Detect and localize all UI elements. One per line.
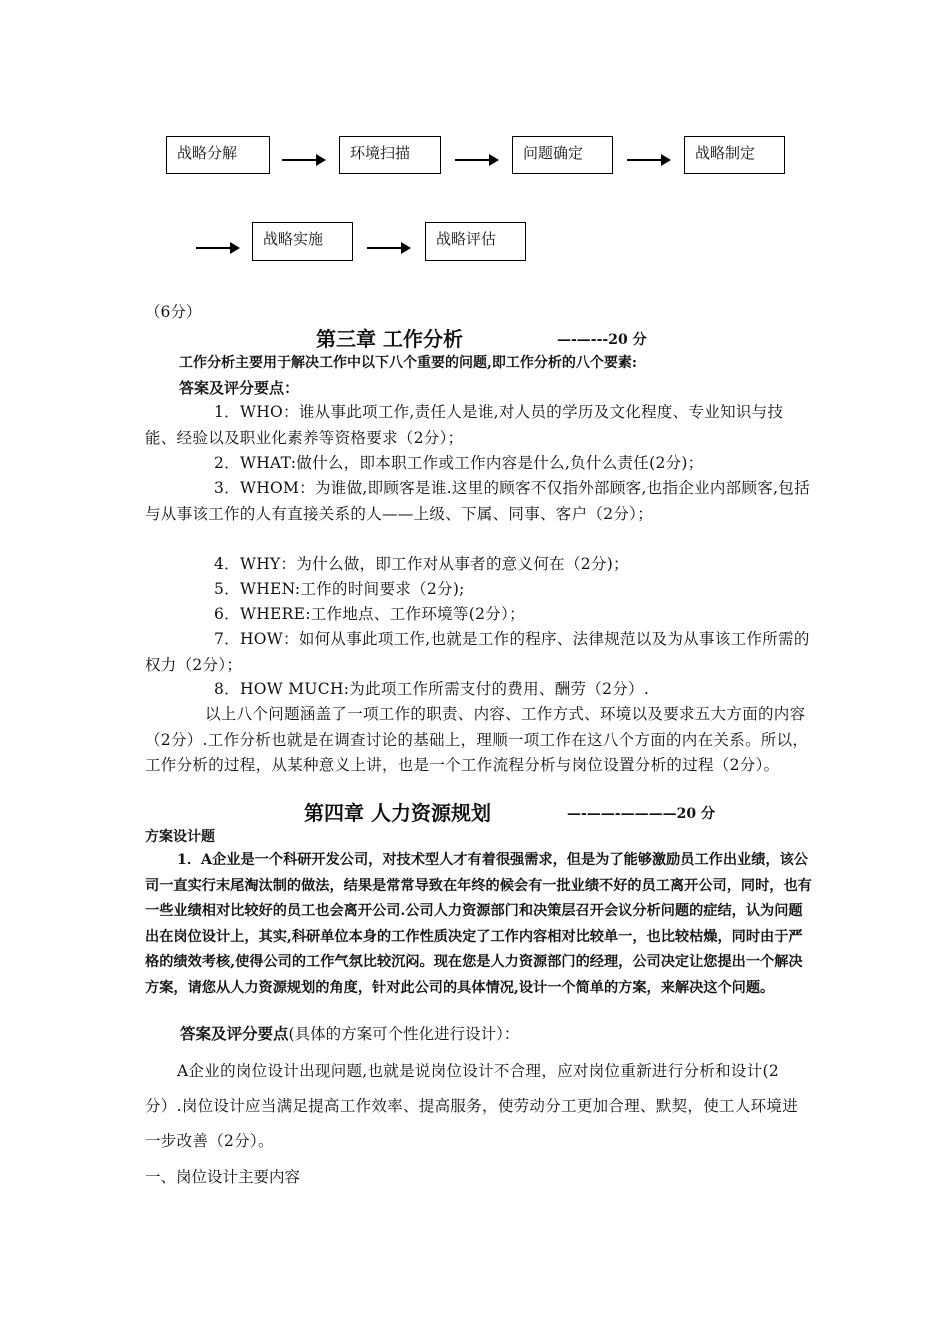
chapter4-case: 1．A企业是一个科研开发公司，对技术型人才有着很强需求，但是为了能够激励员工作出业绩，该公司一直实行末尾淘汰制的做法，结果是常常导致在年终的候会有一批业绩不好的员工离开公司，同时，也有一些业绩相对比较好的员工也会离开公司.公司人力资源部门和决策层召开会议分析问题的症结，认为问题出在岗位设计上，其实,科研单位本身的工作性质决定了工作内容相对比较单一，也比较枯燥，同时由于严格的绩效考核,使得公司的工作气氛比较沉闷。现在您是人力资源部门的经理，公司决定让您提出一个解决方案，请您从人力资源规划的角度，针对此公司的具体情况,设计一个简单的方案，来解决这个问题。 — [145, 852, 812, 996]
flow-arrow-icon — [455, 154, 499, 166]
chapter4-section-label: 方案设计题 — [145, 829, 215, 845]
flow-step-4: 战略制定 — [684, 136, 785, 174]
chapter3-intro: 工作分析主要用于解决工作中以下八个重要的问题,即工作分析的八个要素: — [179, 355, 638, 371]
flow-step-1: 战略分解 — [166, 136, 270, 174]
flow-arrow-icon — [627, 154, 671, 166]
chapter4-title: 第四章 人力资源规划 — [304, 801, 491, 825]
chapter4-heading-1: 一、岗位设计主要内容 — [145, 1168, 301, 1186]
score-note: （6分） — [145, 303, 202, 321]
flow-step-6: 战略评估 — [425, 222, 526, 261]
flow-arrow-icon — [196, 242, 240, 254]
chapter3-item-7: 7．HOW：如何从事此项工作,也就是工作的程序、法律规范以及为从事该工作所需的权力（2分）； — [145, 630, 810, 674]
chapter3-item-5: 5．WHEN:工作的时间要求（2分); — [214, 580, 465, 598]
chapter3-item-1: 1．WHO：谁从事此项工作,责任人是谁,对人员的学历及文化程度、专业知识与技能、经验以及职业化素养等资格要求（2分）； — [145, 403, 784, 447]
chapter3-item-3: 3．WHOM：为谁做,即顾客是谁.这里的顾客不仅指外部顾客,也指企业内部顾客,包括与从事该工作的人有直接关系的人——上级、下属、同事、客户（2分）； — [145, 479, 810, 523]
flow-arrow-icon — [367, 242, 411, 254]
chapter4-answer-label — [180, 1022, 519, 1044]
chapter3-item-8: 8．HOW MUCH:为此项工作所需支付的费用、酬劳（2分）. — [214, 680, 650, 698]
chapter3-score: —-—---20 分 — [557, 332, 647, 348]
chapter3-item-6: 6．WHERE:工作地点、工作环境等(2分）； — [214, 605, 525, 623]
flow-arrow-icon — [282, 154, 326, 166]
chapter4-answer: A企业的岗位设计出现问题,也就是说岗位设计不合理，应对岗位重新进行分析和设计(2分）.岗位设计应当满足提高工作效率、提高服务，使劳动分工更加合理、默契，使工人环境进一步改善（2分）。 — [145, 1062, 799, 1150]
chapter3-summary: 以上八个问题涵盖了一项工作的职责、内容、工作方式、环境以及要求五大方面的内容（2分）.工作分析也就是在调查讨论的基础上，理顺一项工作在这八个方面的内在关系。所以，工作分析的过程，从某种意义上讲，也是一个工作流程分析与岗位设置分析的过程（2分）。 — [145, 705, 809, 774]
answer-label-bold: 答案及评分要点 — [180, 1024, 289, 1043]
flow-step-2: 环境扫描 — [339, 136, 441, 174]
flow-step-5: 战略实施 — [252, 222, 353, 261]
chapter3-answer-label: 答案及评分要点： — [179, 379, 300, 397]
flow-step-3: 问题确定 — [512, 136, 613, 174]
chapter3-item-4: 4．WHY：为什么做，即工作对从事者的意义何在（2分)； — [214, 555, 629, 573]
answer-label-rest: (具体的方案可个性化进行设计）： — [288, 1025, 520, 1043]
chapter3-title: 第三章 工作分析 — [316, 327, 463, 351]
chapter4-score: —-——-————20 分 — [567, 806, 715, 822]
chapter3-item-2: 2．WHAT:做什么，即本职工作或工作内容是什么,负什么责任(2分)； — [214, 454, 704, 472]
